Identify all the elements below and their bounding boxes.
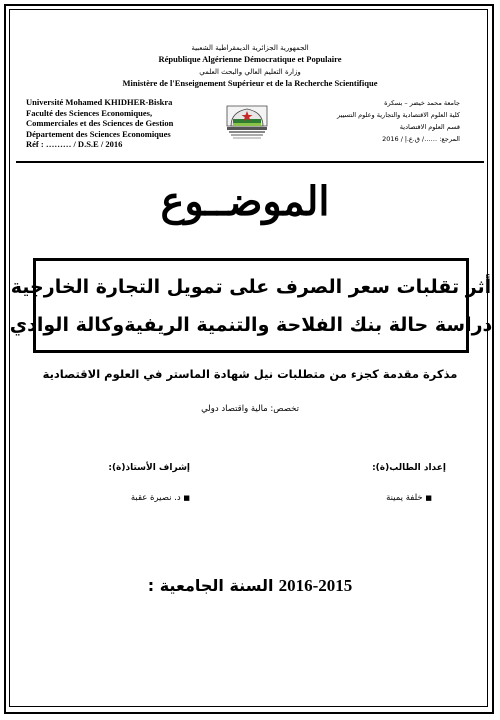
academic-year-label: السنة الجامعية :	[147, 576, 274, 595]
bullet-icon: ■	[425, 494, 432, 502]
university-name-fr: Université Mohamed KHIDHER-Biskra	[26, 97, 173, 107]
university-name-ar: جامعة محمد خيضر – بسكرة	[384, 99, 460, 107]
thesis-subtitle: مذكرة مقدمة كجزء من متطلبات نيل شهادة الماستر في العلوم الاقتصادية	[42, 367, 458, 381]
academic-year-value: 2016-2015	[278, 576, 353, 595]
department-ar: قسم العلوم الاقتصادية	[399, 123, 460, 131]
reference-fr: Réf : ……… / D.S.E / 2016	[26, 139, 123, 149]
logo-emblem	[227, 106, 267, 139]
header-republic-ar: الجمهورية الجزائرية الديمقراطية الشعبية	[191, 44, 309, 52]
university-logo	[221, 100, 273, 142]
student-name: خلفة يمينة	[386, 493, 423, 503]
header-separator	[16, 161, 484, 163]
header-ministry-fr: Ministère de l'Enseignement Supérieur et de la Recherche Scientifique	[122, 78, 378, 88]
academic-year	[0, 576, 500, 596]
student-name-row	[386, 493, 432, 503]
reference-ar: المرجع: ……/ ق.ع.إ / 2016	[382, 135, 460, 143]
supervisor-name-row	[60, 493, 190, 503]
specialization: تخصص: مالية واقتصاد دولي	[201, 404, 299, 414]
thesis-title-line1: أثر تقلبات سعر الصرف على تمويل التجارة الخارجية	[10, 275, 492, 298]
department-fr: Département des Sciences Economiques	[26, 128, 171, 139]
header-ministry-ar: وزارة التعليم العالي والبحث العلمي	[199, 68, 301, 76]
faculty-ar: كلية العلوم الاقتصادية والتجارية وعلوم التسيير	[337, 111, 460, 119]
university-info-fr	[26, 97, 216, 150]
thesis-title-box	[9, 258, 493, 353]
bullet-icon: ■	[183, 494, 190, 502]
topic-heading: الموضــوع	[160, 178, 330, 225]
thesis-title-line2: دراسة حالة بنك الفلاحة والتنمية الريفيةوكالة الوادي	[9, 313, 493, 336]
student-label: إعداد الطالب(ة):	[372, 463, 446, 473]
supervisor-label: إشراف الأستاذ(ة):	[108, 463, 190, 473]
faculty-fr-2: Commerciales et des Sciences de Gestion	[26, 118, 174, 128]
supervisor-name: د. نصيرة عقبة	[130, 493, 181, 503]
university-info-ar	[310, 97, 460, 145]
faculty-fr-1: Faculté des Sciences Economiques,	[26, 107, 153, 118]
header-republic-fr: République Algérienne Démocratique et Populaire	[158, 54, 342, 64]
